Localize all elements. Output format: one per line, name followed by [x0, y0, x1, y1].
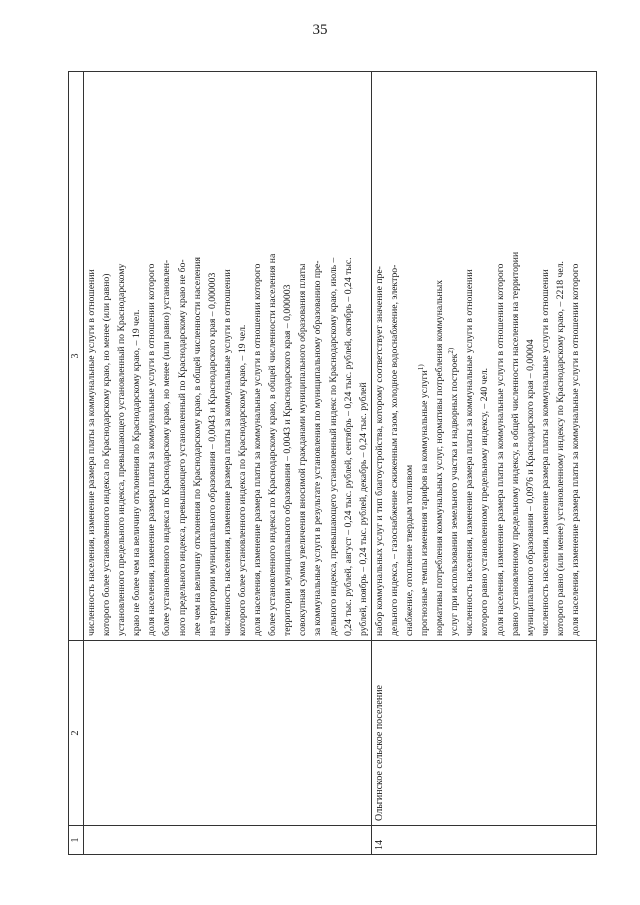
- text-line: установленного предельного индекса, превышающего установленный по Краснодарскому: [116, 263, 128, 636]
- text-line: совокупная сумма увеличения вносимой гражданами муниципального образования платы: [297, 263, 309, 636]
- text-line: услуг при использовании земельного участка и надворных построек$^{2)}$: [447, 347, 461, 636]
- text-line: 0,24 тыс. рублей, август – 0,24 тыс. рублей, сентябрь – 0,24 тыс. рублей, октябрь – 0,24 тыс.: [342, 257, 354, 636]
- text-line: численность населения, изменение размера платы за коммунальные услуги в отношении: [539, 269, 551, 636]
- main-table: [68, 71, 597, 855]
- text-line: доля населения, изменение размера платы за коммунальные услуги в отношении которого: [570, 263, 581, 636]
- table-row: [84, 72, 372, 855]
- text-line: численность населения, изменение размера платы за коммунальные услуги в отношении: [221, 269, 233, 636]
- row-number: 14: [371, 826, 596, 855]
- text-line: за коммунальные услуги в результате установления по муниципальному образованию пре-: [312, 260, 324, 636]
- text-line: которого равно (или менее) установленному индексу по Краснодарскому краю, – 2218 чел.: [554, 261, 566, 636]
- text-line: которого более установленного индекса по Краснодарскому краю, но менее (или равно): [101, 273, 113, 636]
- text-line: рублей, ноябрь – 0,24 тыс. рублей, декабрь – 0,24 тыс. рублей: [357, 382, 369, 636]
- settlement-name: Ольгинское сельское поселение: [371, 641, 596, 826]
- table-header-row: [69, 72, 84, 855]
- header-cell-3: 3: [69, 72, 84, 641]
- text-line: ного предельного индекса, превышающего установленный по Краснодарскому краю не бо-: [176, 259, 188, 636]
- text-line: муниципального образования – 0,0976 и Краснодарского края – 0,00004: [524, 339, 536, 636]
- footnote-mark: 2): [447, 347, 456, 354]
- text-line: доля населения, изменение размера платы за коммунальные услуги в отношении которого: [494, 263, 506, 636]
- row-description: [371, 72, 596, 641]
- text-line: численность населения, изменение размера платы за коммунальные услуги в отношении: [86, 269, 97, 636]
- text-line: которого более установленного индекса по Краснодарскому краю, – 19 чел.: [236, 324, 248, 636]
- text-line: более установленного индекса по Краснодарскому краю, но менее (или равно) установлен-: [161, 259, 173, 636]
- text-line: лее чем на величину отклонения по Краснодарскому краю, в общей численности населения: [191, 257, 203, 636]
- text-line: нормативы потребления коммунальных услуг, нормативы потребления коммунальных: [434, 279, 446, 636]
- text-line: дельного индекса, превышающего установленный индекс по Краснодарскому краю, июль –: [327, 257, 339, 636]
- text-line: доля населения, изменение размера платы за коммунальные услуги в отношении которого: [146, 263, 158, 636]
- text-line: численность населения, изменение размера платы за коммунальные услуги в отношении: [464, 269, 476, 636]
- header-cell-1: 1: [69, 826, 84, 855]
- text-line: дельного индекса, – газоснабжение сжиженным газом, холодное водоснабжение, электро-: [388, 264, 400, 636]
- text-line: прогнозные темпы изменения тарифов на коммунальные услуги$^{1)}$: [417, 364, 431, 636]
- table-row: [371, 72, 596, 855]
- text-line: доля населения, изменение размера платы за коммунальные услуги в отношении которого: [252, 263, 264, 636]
- row-number: [84, 826, 372, 855]
- row-description: [84, 72, 372, 641]
- footnote-mark: 1): [417, 364, 425, 371]
- text-line: которого равно установленному предельному индексу, – 240 чел.: [479, 367, 491, 636]
- rotated-table-wrapper: [68, 75, 598, 855]
- text-line: территории муниципального образования – 0,0043 и Краснодарского края – 0,000003: [282, 284, 294, 636]
- text-line: более установленного индекса по Краснодарскому краю, в общей численности населения на: [267, 253, 279, 636]
- settlement-name: [84, 641, 372, 826]
- text-line: снабжение, отопление твердым топливом: [403, 464, 415, 636]
- text-line: краю не более чем на величину отклонения по Краснодарскому краю, – 19 чел.: [131, 309, 143, 636]
- page-number: 35: [312, 22, 328, 38]
- text-line: на территории муниципального образования – 0,0043 и Краснодарского края – 0,000003: [206, 272, 218, 636]
- text-line: равно установленному предельному индексу, в общей численности населения на территории: [509, 251, 521, 636]
- header-cell-2: 2: [69, 641, 84, 826]
- text-line: набор коммунальных услуг и тип благоустройства, которому соответствует значение пре-: [373, 266, 385, 636]
